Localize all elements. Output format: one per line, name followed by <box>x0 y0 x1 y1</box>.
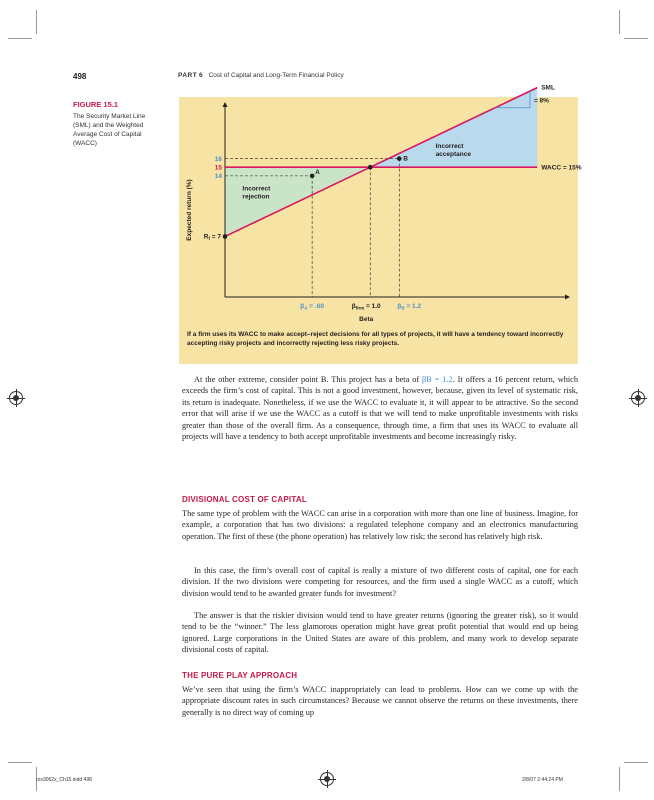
y-tick-label: 16 <box>214 155 222 163</box>
rf-label: $R_f = 7$ <box>203 233 221 242</box>
point-b-marker <box>397 156 402 161</box>
incorrect-acceptance-label-line2: acceptance <box>435 151 471 159</box>
rf-marker <box>223 234 228 239</box>
point-a-label: A <box>315 168 320 176</box>
registration-mark-icon <box>631 391 645 405</box>
crop-mark <box>619 767 620 791</box>
running-head <box>178 72 344 79</box>
wacc-label: WACC = 15% <box>541 164 582 172</box>
x-tick-label: $\beta_{firm} = 1.0$ <box>351 303 381 311</box>
crop-mark <box>8 38 32 39</box>
point-b-label: B <box>403 155 408 163</box>
incorrect-rejection-label-line2: rejection <box>242 193 270 201</box>
x-tick-label: $\beta_B = 1.2$ <box>397 303 422 311</box>
figure-label: FIGURE 15.1 <box>73 100 119 109</box>
paragraph-pure-play: We’ve seen that using the firm’s WACC inappropriately can lead to problems. How can we come up with the appropriate discount rates in such circumstances? Because we cannot observe the returns on these investments, there generally is no direct way of coming up <box>182 685 578 717</box>
beta-b-inline: βB = 1.2 <box>422 375 453 384</box>
registration-mark-icon <box>320 772 334 786</box>
part-label: PART <box>178 72 198 79</box>
section-heading-divisional: DIVISIONAL COST OF CAPITAL <box>182 495 307 504</box>
figure-note: If a firm uses its WACC to make accept–reject decisions for all types of projects, it will have a tendency toward incorrectly accepting risky projects and incorrectly rejecting less risky projects. <box>187 331 564 347</box>
x-axis-title: Beta <box>359 316 374 323</box>
paragraph-divisional-intro: The same type of problem with the WACC can arise in a corporation with more than one line of business. Imagine, for example, a corporation that has two divisions: a regulated telephone company and an electronics manufacturing operation. The first of these (the phone operation) has relatively low risk; the second has relatively high risk. <box>182 509 578 541</box>
y-axis-title: Expected return (%) <box>186 179 193 241</box>
y-axis-arrow-icon <box>223 102 228 107</box>
paragraph-point-b <box>182 374 578 442</box>
paragraph-text: At the other extreme, consider point B. This project has a beta of <box>194 375 423 384</box>
paragraph-text: . It offers a 16 percent return, which exceeds the firm’s cost of capital. This is not a good investment, however, because, given its level of systematic risk, its return is inadequate. Nonetheless, if we use the WACC to evaluate it, it will appear to be attractive. So the second error that will arise if we use the WACC as a cutoff is that we will tend to make unprofitable investments with risks greater than those of the overall firm. As a consequence, through time, a firm that uses its WACC to evaluate all projects will have a tendency to both accept unprofitable investments and become increasingly risky. <box>182 375 578 442</box>
figure-caption: The Security Market Line (SML) and the Weighted Average Cost of Capital (WACC) <box>73 113 146 147</box>
sml-label: SML <box>541 84 555 92</box>
slope-label: = 8% <box>533 97 549 105</box>
crop-mark <box>8 762 32 763</box>
point-a-marker <box>310 174 315 179</box>
sml-wacc-chart <box>179 84 582 331</box>
part-title: Cost of Capital and Long-Term Financial Policy <box>208 72 344 79</box>
footer-file-name: ros3062x_Ch15.indd 498 <box>36 777 92 783</box>
registration-mark-icon <box>9 391 23 405</box>
incorrect-rejection-label-line1: Incorrect <box>242 185 271 193</box>
x-axis-arrow-icon <box>565 295 570 300</box>
y-tick-label: 14 <box>214 173 222 181</box>
crop-mark <box>36 10 37 34</box>
x-tick-label: $\beta_A = .60$ <box>300 303 324 311</box>
y-tick-label: 15 <box>214 164 222 172</box>
section-heading-pure-play: THE PURE PLAY APPROACH <box>182 671 298 680</box>
crop-mark <box>619 10 620 34</box>
incorrect-acceptance-label-line1: Incorrect <box>435 143 464 151</box>
page-number: 498 <box>73 72 87 81</box>
part-number: 6 <box>199 72 204 79</box>
paragraph-divisional-answer: The answer is that the riskier division would tend to have greater returns (ignoring the greater risk), so it would tend to be the “winner.” The less glamorous operation might have great profit potential that would end up being ignored. Large corporations in the United States are aware of this problem, and many work to develop separate divisional costs of capital. <box>182 611 578 655</box>
figure-panel <box>179 84 582 364</box>
crop-mark <box>624 38 648 39</box>
paragraph-divisional-mixture: In this case, the firm’s overall cost of capital is really a mixture of two different costs of capital, one for each division. If the two divisions were competing for resources, and the firm used a single WACC as a cutoff, which division would tend to be awarded greater funds for investment? <box>182 566 578 598</box>
footer-timestamp: 2/8/07 2:44:24 PM <box>522 777 563 783</box>
crop-mark <box>624 762 648 763</box>
firm-marker <box>368 165 373 170</box>
